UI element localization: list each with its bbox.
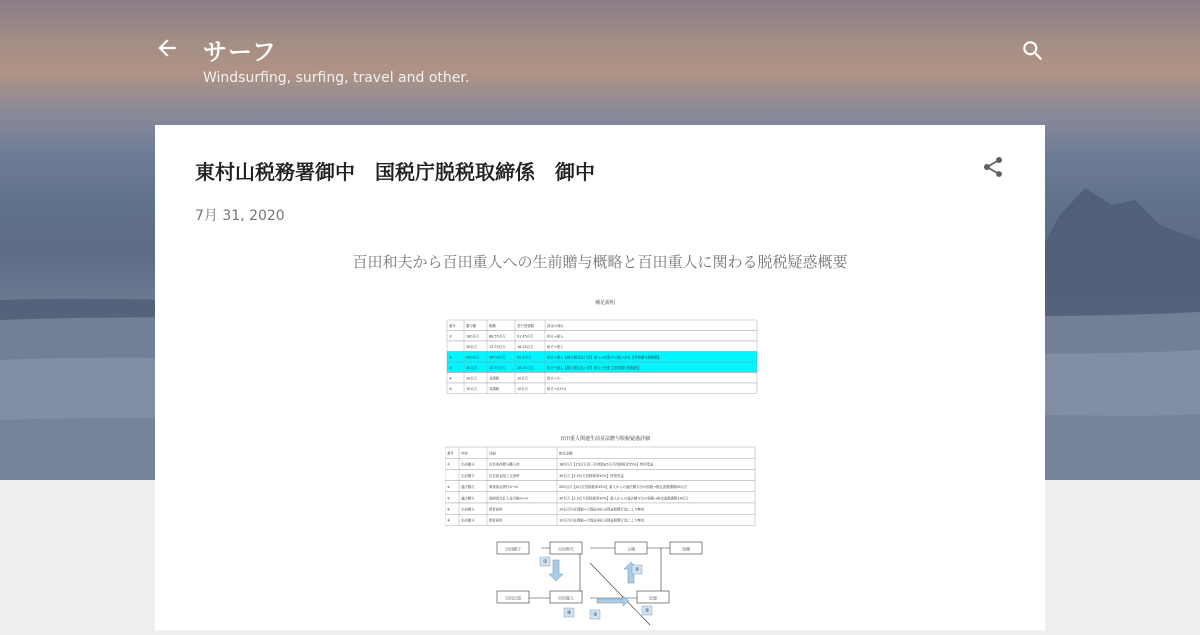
table1-cell: 13.75百万 bbox=[489, 366, 506, 370]
table2-caption: 百田重人関連生前並法贈与脱税疑惑詳細 bbox=[559, 436, 651, 442]
table2-cell: 生前贈与 bbox=[461, 518, 475, 523]
diagram-node-label: 百田正道 bbox=[505, 595, 521, 601]
table1-header-cell: 税額 bbox=[489, 324, 496, 328]
table1-cell: 30百万 bbox=[466, 345, 478, 349]
diagram-node-label: 百田和夫 bbox=[558, 546, 574, 552]
table2-cell: 住宅資金組上完済時 bbox=[489, 473, 520, 478]
diagram-marker-label: ① bbox=[543, 559, 548, 565]
table2-cell: 200百万【4百万控除税率55%】重人からの違法贈与分の脱税→推定追徴課税85百万 bbox=[559, 485, 688, 490]
summary-table bbox=[447, 320, 757, 394]
detail-table bbox=[445, 447, 755, 525]
table2-cell: 30百万【2.5百万控除税率50%】重人からの違法贈与分の脱税→推定追徴課税14百万 bbox=[559, 496, 689, 501]
table1-cell: 92.2百万 bbox=[517, 355, 532, 360]
share-button[interactable] bbox=[981, 155, 1005, 179]
table1-cell: 107.8百万 bbox=[489, 355, 506, 360]
table1-cell: 10百万 bbox=[517, 376, 529, 381]
post-subtitle: 百田和夫から百田重人への生前贈与概略と百田重人に関わる脱税疑惑概要 bbox=[352, 253, 848, 271]
table1-cell: 和夫→大一 bbox=[547, 376, 564, 381]
table2-cell: 教育資料 bbox=[489, 507, 503, 512]
table1-cell: 10百万 bbox=[517, 387, 529, 391]
diagram-marker-label: ② bbox=[635, 567, 640, 573]
table1-cell: 和夫→重人 bbox=[547, 345, 564, 349]
table2-cell: 違法贈与 bbox=[461, 496, 475, 501]
blog-description: Windsurfing, surfing, travel and other. bbox=[203, 70, 470, 86]
table1-cell: 13.75百万 bbox=[489, 345, 506, 349]
table1-cell: ⑤ bbox=[449, 387, 453, 391]
table1-cell: 和夫→重人【贈与税支払い済】重人→史恵の父親の会社【実質贈与税脱税】 bbox=[547, 355, 662, 360]
table1-cell: 16.25百万 bbox=[517, 366, 534, 370]
table2-cell: 生前贈与 bbox=[461, 507, 475, 512]
diagram-node-label: 史恵 bbox=[649, 595, 657, 601]
search-button[interactable] bbox=[1020, 38, 1046, 64]
table2-header-cell: 推定金額 bbox=[559, 451, 573, 456]
diagram-node-label: 百田園子 bbox=[505, 546, 521, 552]
arrow-left-icon bbox=[154, 35, 180, 61]
table2-cell: ③ bbox=[447, 496, 451, 501]
diagram-node-label: 母親 bbox=[682, 546, 690, 552]
flow-diagram bbox=[497, 542, 702, 625]
table1-cell: 10百万 bbox=[466, 387, 478, 391]
table1-cell: 非課税 bbox=[489, 387, 500, 391]
table1-cell: 非課税 bbox=[489, 376, 500, 381]
diagram-marker-label: ⑤ bbox=[645, 608, 650, 614]
table1-cell: 200百万 bbox=[466, 355, 480, 360]
table1-cell: ④ bbox=[449, 376, 453, 381]
post-title[interactable]: 東村山税務署御中 国税庁脱税取締係 御中 bbox=[195, 160, 595, 184]
table1-caption: 補足説明 bbox=[594, 300, 616, 306]
table2-header-cell: 番号 bbox=[447, 451, 454, 456]
table2-cell: 住宅取得費与購入時 bbox=[489, 462, 520, 467]
table2-cell: 違法贈与 bbox=[461, 485, 475, 490]
table2-cell: 30百万【2.5百万控除税率50%】特別受益 bbox=[559, 473, 624, 478]
table2-cell: 教育資料 bbox=[489, 518, 503, 523]
diagram-node-label: 父親 bbox=[627, 546, 635, 552]
post-card bbox=[155, 125, 1045, 630]
table2-header-cell: 内容 bbox=[461, 451, 468, 456]
table1-header-cell: 資金の流れ bbox=[547, 324, 564, 328]
table2-cell: ④ bbox=[447, 507, 451, 512]
table1-cell: 91.45百万 bbox=[517, 334, 534, 339]
document-image[interactable] bbox=[445, 295, 765, 635]
table2-cell: 資師借支払入金引換②→② bbox=[489, 496, 529, 501]
table2-header-cell: 詳細 bbox=[489, 451, 496, 456]
diagram-marker-label: ④ bbox=[567, 610, 572, 616]
table1-cell: 和夫→重人【贈与税支払い済】重人→史恵【実質贈与税脱税】 bbox=[547, 366, 641, 370]
table2-cell: 事業資金貸付①→① bbox=[489, 485, 519, 490]
table1-cell: 16.25百万 bbox=[517, 345, 534, 349]
table2-cell: 180百万【15百万省三井控除&5百万控除税率55%】特別受益 bbox=[559, 462, 654, 467]
table1-cell: 30百万 bbox=[466, 366, 478, 370]
search-icon bbox=[1020, 38, 1046, 64]
table1-header-cell: 番号 bbox=[449, 324, 456, 328]
table2-cell: 10百万円非課税→大提証券払出利益相関行為により無効 bbox=[559, 507, 645, 512]
table1-cell: 88.55百万 bbox=[489, 334, 506, 339]
table2-cell: ⑤ bbox=[447, 518, 451, 523]
table1-cell: 180百万 bbox=[466, 334, 480, 339]
table2-cell: 生前贈与 bbox=[461, 473, 475, 478]
table2-cell: ① bbox=[447, 462, 451, 467]
table2-cell: ② bbox=[447, 485, 451, 490]
diagram-node-label: 百田重人 bbox=[558, 595, 574, 601]
back-button[interactable] bbox=[154, 35, 180, 61]
post-date[interactable]: 7月 31, 2020 bbox=[195, 208, 285, 224]
table1-cell: 和夫→(ほか) bbox=[547, 387, 567, 391]
table1-cell: 和夫→重人 bbox=[547, 334, 564, 339]
table1-cell: ① bbox=[449, 334, 453, 339]
table2-cell: 生前贈与 bbox=[461, 462, 475, 467]
table2-cell: 10百万円非課税→大提証券払出利益相関行為により無効 bbox=[559, 518, 645, 523]
table1-cell: ③ bbox=[449, 366, 453, 370]
table1-cell: 10百万 bbox=[466, 376, 478, 381]
table1-header-cell: 贈与額 bbox=[466, 324, 477, 328]
blog-title[interactable]: サーフ bbox=[203, 38, 277, 66]
diagram-marker-label: ③ bbox=[593, 612, 598, 618]
table1-cell: ② bbox=[449, 355, 453, 360]
share-icon bbox=[981, 155, 1005, 179]
table1-header-cell: 差引受領額 bbox=[517, 324, 534, 328]
